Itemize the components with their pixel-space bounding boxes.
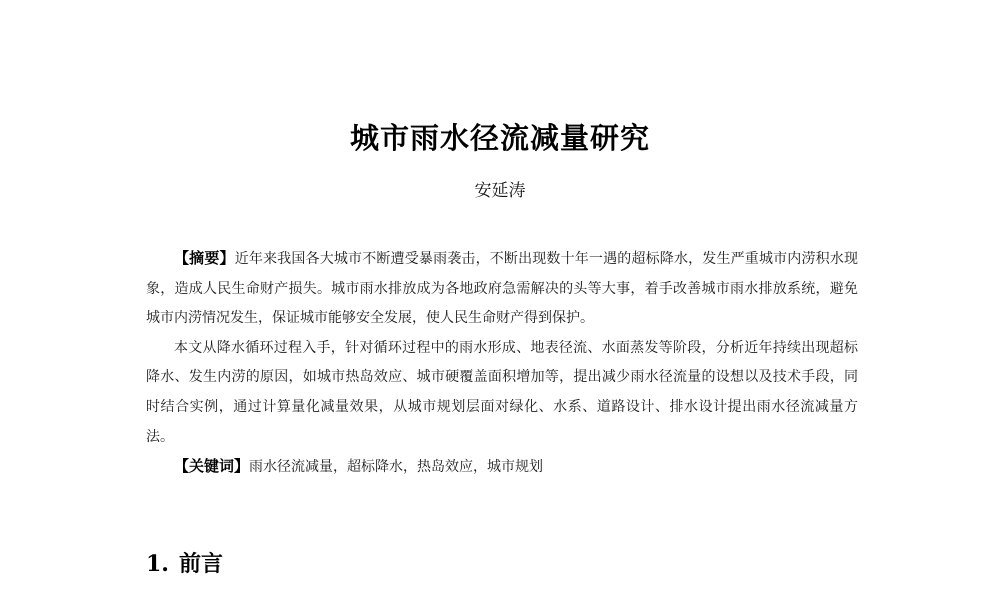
abstract-paragraph — [146, 244, 858, 334]
section-number: 1. — [146, 551, 169, 577]
keywords-label: 【关键词】 — [174, 457, 250, 476]
keywords-text: 雨水径流减量，超标降水，热岛效应，城市规划 — [249, 459, 544, 476]
paper-title: 城市雨水径流减量研究 — [349, 121, 650, 155]
paper-author: 安延涛 — [474, 181, 526, 201]
section-title: 前言 — [178, 551, 223, 577]
abstract-section — [146, 244, 858, 483]
abstract-label: 【摘要】 — [174, 249, 235, 267]
abstract-text: 近年来我国各大城市不断遭受暴雨袭击，不断出现数十年一遇的超标降水，发生严重城市内涝积水现象，造成人民生命财产损失。城市雨水排放成为各地政府急需解决的头等大事，着手改善城市雨水排放系统，避免城市内涝情况发生，保证城市能够安全发展，使人民生命财产得到保护。 — [146, 251, 858, 327]
keywords-paragraph — [146, 452, 858, 483]
section-heading — [146, 547, 223, 578]
abstract-paragraph-2: 本文从降水循环过程入手，针对循环过程中的雨水形成、地表径流、水面蒸发等阶段，分析近年持续出现超标降水、发生内涝的原因，如城市热岛效应、城市硬覆盖面积增加等，提出减少雨水径流量的设想以及技术手段，同时结合实例，通过计算量化减量效果，从城市规划层面对绿化、水系、道路设计、排水设计提出雨水径流减量方法。 — [146, 339, 858, 445]
